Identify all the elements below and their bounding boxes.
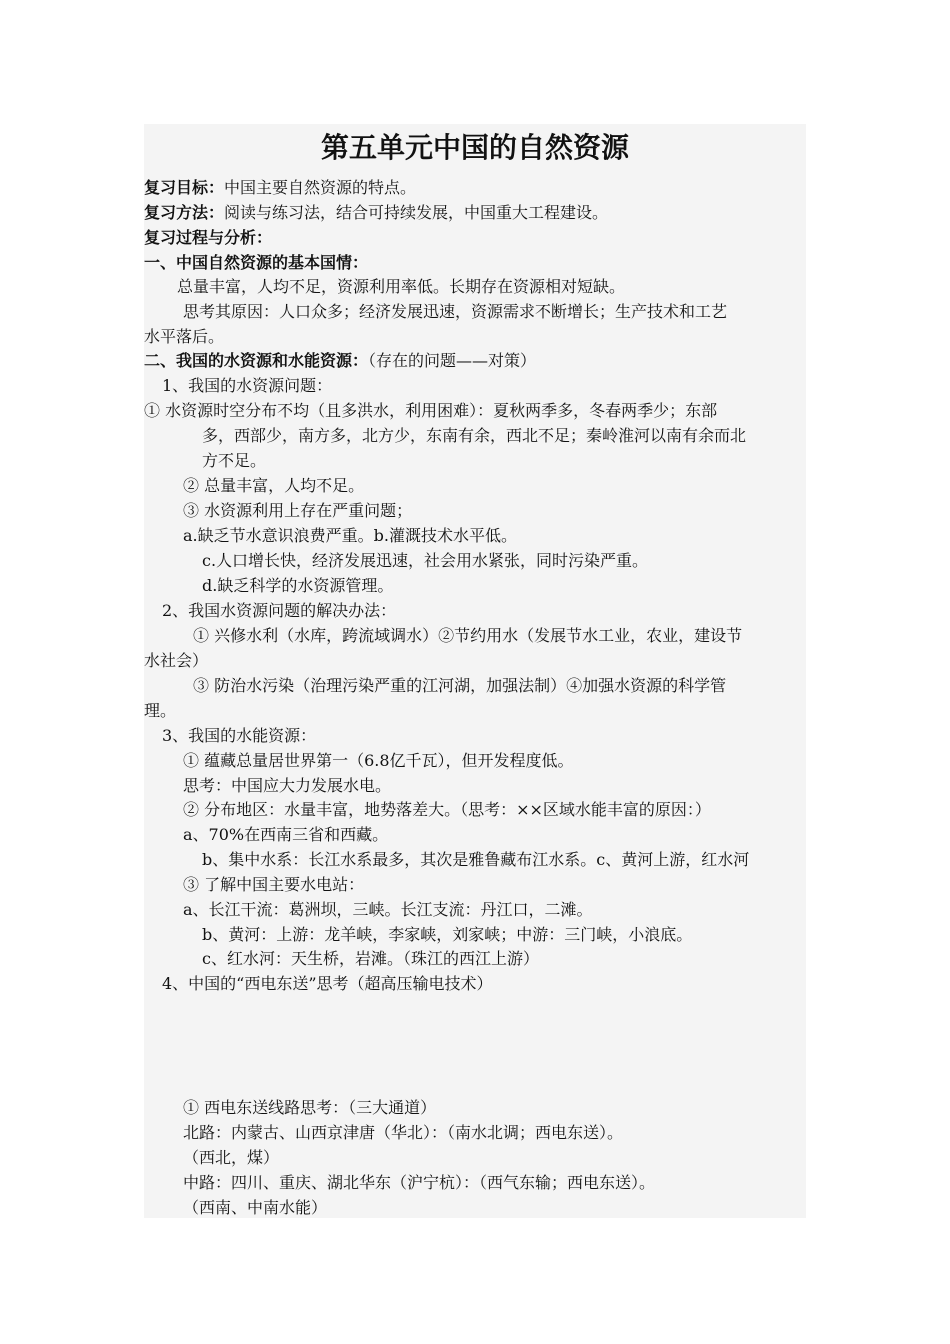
hydropower-think: 思考：中国应大力发展水电。 [183, 776, 392, 795]
section2-heading: 二、我国的水资源和水能资源： [144, 351, 369, 370]
water-problem-1-line2: 多，西部少，南方多，北方少，东南有余，西北不足；秦岭淮河以南有余而北 [202, 426, 747, 445]
review-process-label: 复习过程与分析： [144, 228, 273, 247]
subsection-west-east: 4、中国的“西电东送”思考（超高压输电技术） [162, 974, 493, 993]
water-problem-1-line1: ① 水资源时空分布不均（且多洪水，利用困难）：夏秋两季多，冬春两季少；东部 [144, 401, 718, 420]
water-problem-1-line3: 方不足。 [202, 451, 267, 470]
hydropower-2a: a、70%在西南三省和西藏。 [183, 825, 389, 844]
section1-paragraph: 总量丰富，人均不足，资源利用率低。长期存在资源相对短缺。 [177, 277, 626, 296]
review-method-label: 复习方法： [144, 203, 225, 222]
subsection-water-solutions: 2、我国水资源问题的解决办法： [162, 601, 397, 620]
middle-route-note: （西南、中南水能） [183, 1198, 328, 1217]
review-goal-text: 中国主要自然资源的特点。 [224, 178, 417, 197]
review-goal-label: 复习目标： [144, 178, 225, 197]
review-method-text: 阅读与练习法，结合可持续发展，中国重大工程建设。 [224, 203, 609, 222]
section1-reason-line2: 水平落后。 [144, 327, 225, 346]
station-a: a、长江干流：葛洲坝，三峡。长江支流：丹江口，二滩。 [183, 900, 593, 919]
hydropower-2b: b、集中水系：长江水系最多，其次是雅鲁藏布江水系。c、黄河上游，红水河 [202, 850, 750, 869]
station-c: c、红水河：天生桥，岩滩。（珠江的西江上游） [202, 949, 539, 968]
solution-1-line1: ① 兴修水利（水库，跨流域调水）②节约用水（发展节水工业，农业，建设节 [193, 626, 743, 645]
water-problem-3: ③ 水资源利用上存在严重问题； [183, 501, 413, 520]
north-route-note: （西北，煤） [183, 1148, 280, 1167]
section2-heading-line [144, 349, 536, 373]
hydropower-1: ① 蕴藏总量居世界第一（6.8亿千瓦），但开发程度低。 [183, 751, 574, 770]
middle-route: 中路：四川、重庆、湖北华东（沪宁杭）：（西气东输；西电东送）。 [183, 1173, 656, 1192]
hydropower-2: ② 分布地区：水量丰富，地势落差大。（思考：××区域水能丰富的原因：） [183, 800, 711, 819]
section1-heading: 一、中国自然资源的基本国情： [144, 253, 369, 272]
solution-1-line2: 水社会） [144, 651, 209, 670]
section1-reason-line1: 思考其原因：人口众多；经济发展迅速，资源需求不断增长；生产技术和工艺 [183, 302, 728, 321]
water-problem-3-d: d.缺乏科学的水资源管理。 [202, 576, 394, 595]
section2-heading-note: （存在的问题——对策） [368, 351, 537, 370]
water-problem-2: ② 总量丰富，人均不足。 [183, 476, 365, 495]
water-problem-3-ab: a.缺乏节水意识浪费严重。b.灌溉技术水平低。 [183, 526, 517, 545]
north-route: 北路：内蒙古、山西京津唐（华北）：（南水北调；西电东送）。 [183, 1123, 624, 1142]
subsection-water-problems: 1、我国的水资源问题： [162, 376, 333, 395]
hydropower-3: ③ 了解中国主要水电站： [183, 875, 365, 894]
subsection-hydropower: 3、我国的水能资源： [162, 726, 317, 745]
solution-2-line1: ③ 防治水污染（治理污染严重的江河湖，加强法制）④加强水资源的科学管 [193, 676, 727, 695]
west-east-routes: ① 西电东送线路思考：（三大通道） [183, 1098, 437, 1117]
solution-2-line2: 理。 [144, 701, 177, 720]
page-title: 第五单元中国的自然资源 [320, 131, 629, 164]
station-b: b、黄河：上游：龙羊峡，李家峡，刘家峡；中游：三门峡，小浪底。 [202, 925, 693, 944]
water-problem-3-c: c.人口增长快，经济发展迅速，社会用水紧张，同时污染严重。 [202, 551, 649, 570]
review-goal [144, 176, 416, 200]
review-method [144, 201, 608, 225]
